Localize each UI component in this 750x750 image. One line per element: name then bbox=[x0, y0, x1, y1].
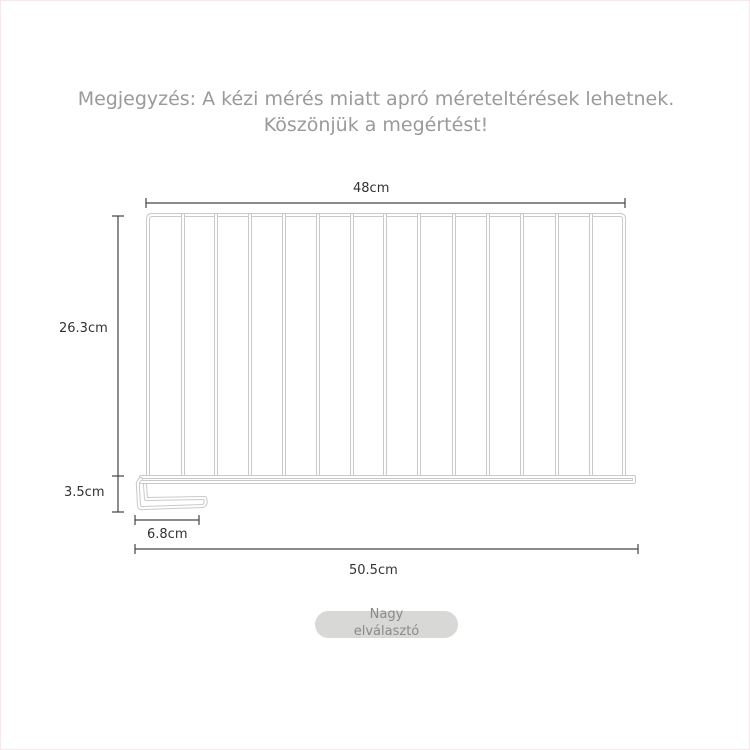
dimension-lines bbox=[112, 198, 638, 554]
dim-hook-height: 3.5cm bbox=[64, 485, 105, 500]
variant-label-line-1: Nagy bbox=[369, 607, 404, 622]
note-line-2: Köszönjük a megértést! bbox=[263, 114, 489, 136]
dim-height: 26.3cm bbox=[59, 321, 108, 336]
dim-total-width: 50.5cm bbox=[349, 563, 398, 578]
note-line-1: Megjegyzés: A kézi mérés miatt apró méreteltérések lehetnek. bbox=[77, 88, 675, 110]
variant-label-line-2: elválasztó bbox=[353, 624, 420, 639]
dim-top-width: 48cm bbox=[353, 181, 390, 196]
wire-frame bbox=[138, 215, 634, 508]
bottom-rail-wire bbox=[141, 477, 634, 482]
dim-hook-length: 6.8cm bbox=[147, 527, 188, 542]
